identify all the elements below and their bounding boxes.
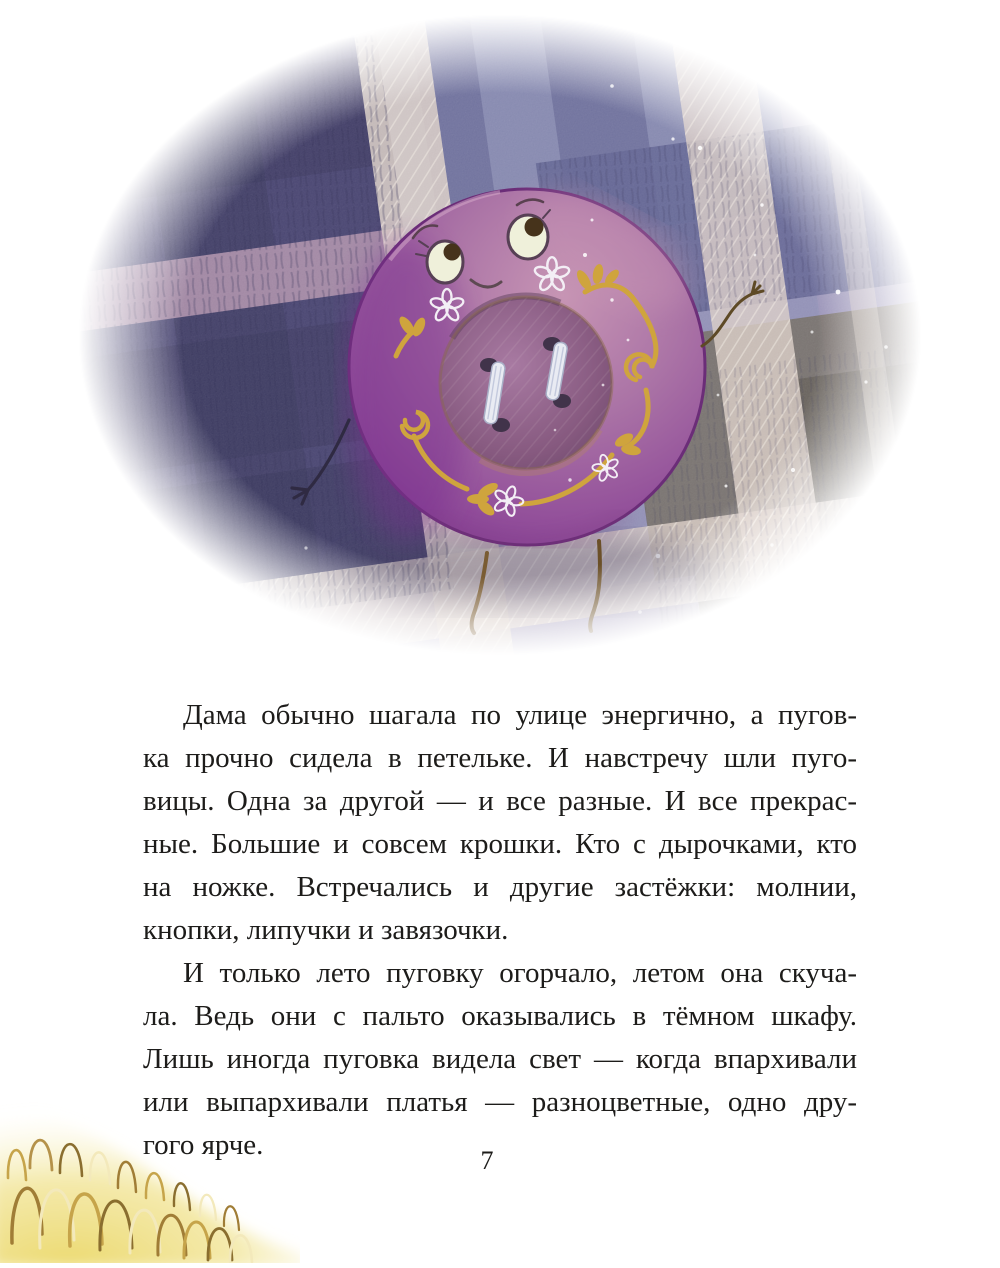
grass-illustration xyxy=(0,1048,300,1263)
button-inner-circle xyxy=(440,296,612,473)
page-number: 7 xyxy=(480,1146,494,1175)
text-line: на ножке. Встречались и другие застёжки: молнии, xyxy=(143,871,857,903)
text-line: гого ярче. xyxy=(143,1129,264,1161)
text-line: кнопки, липучки и завязочки. xyxy=(143,914,509,946)
grass-blob xyxy=(0,1103,300,1263)
paragraph-1 xyxy=(143,694,857,952)
text-line: вицы. Одна за другой — и все разные. И все прекрас- xyxy=(143,785,857,817)
text-line: Лишь иногда пуговка видела свет — когда впархивали xyxy=(143,1043,857,1075)
text-line: или выпархивали платья — разноцветные, одно дру- xyxy=(143,1086,857,1118)
text-line: ла. Ведь они с пальто оказывались в тёмном шкафу. xyxy=(143,1000,857,1032)
grass-svg xyxy=(0,1048,300,1263)
text-line: Дама обычно шагала по улице энергично, а пугов- xyxy=(183,699,857,731)
text-line: ка прочно сидела в петельке. И навстречу шли пуго- xyxy=(143,742,857,774)
text-line: И только лето пуговку огорчало, летом она скуча- xyxy=(183,957,857,989)
text-line: ные. Большие и совсем крошки. Кто с дырочками, кто xyxy=(143,828,857,860)
